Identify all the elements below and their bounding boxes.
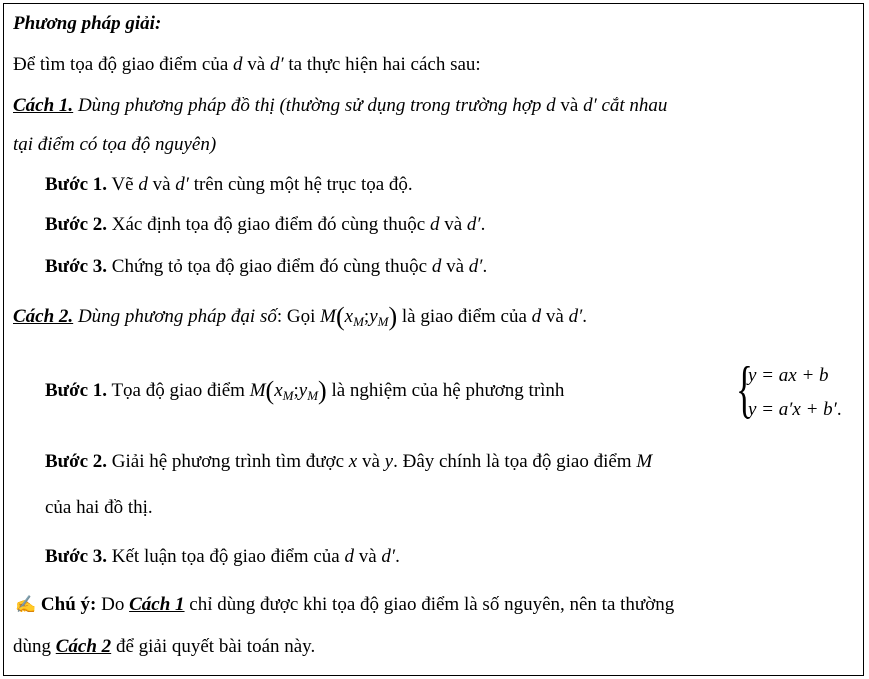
cach1-step3 bbox=[45, 255, 487, 279]
heading: Phương pháp giải: bbox=[13, 13, 162, 34]
note-text-4: để giải quyết bài toán này. bbox=[111, 636, 316, 657]
math-d: d bbox=[233, 54, 243, 75]
intro-text-2: ta thực hiện hai cách sau: bbox=[283, 54, 481, 75]
cach2-step2-line2: của hai đồ thị. bbox=[45, 497, 153, 518]
math-lparen: ( bbox=[335, 302, 345, 331]
left-brace: { bbox=[736, 353, 753, 424]
intro-text-1: Để tìm tọa độ giao điểm của bbox=[13, 54, 234, 75]
equation-2-row bbox=[748, 398, 842, 422]
math-x: x bbox=[348, 451, 358, 472]
note-line bbox=[15, 593, 674, 617]
cach2-line bbox=[13, 302, 588, 331]
equation-system bbox=[736, 353, 866, 430]
cach2-desc: Dùng phương pháp đại số bbox=[73, 306, 277, 327]
math-y: y bbox=[369, 306, 378, 327]
math-rparen: ) bbox=[318, 376, 327, 405]
cach2-end: . bbox=[582, 306, 588, 327]
note-text-3: dùng bbox=[13, 636, 56, 657]
cach1-step2 bbox=[45, 213, 485, 237]
cach1-line-2: tại điểm có tọa độ nguyên) bbox=[13, 134, 217, 155]
step-text-2: là nghiệm của hệ phương trình bbox=[326, 380, 565, 401]
note-cach2: Cách 2 bbox=[55, 636, 112, 657]
step-text-2: . Đây chính là tọa độ giao điểm bbox=[393, 451, 637, 472]
math-semicolon: ; bbox=[363, 306, 370, 327]
math-y: y bbox=[384, 451, 394, 472]
math-d: d bbox=[546, 95, 556, 116]
math-sub-M: M bbox=[307, 388, 319, 403]
cach1-and: và bbox=[555, 95, 584, 116]
equation-2: y = a′x + b′ bbox=[748, 399, 837, 420]
math-d: d bbox=[531, 306, 542, 327]
step-text-2: trên cùng một hệ trục tọa độ. bbox=[188, 174, 413, 195]
math-x: x bbox=[274, 380, 283, 401]
math-M: M bbox=[320, 306, 336, 327]
note-line-2 bbox=[13, 635, 315, 659]
math-d-prime: d′ bbox=[583, 95, 597, 116]
cach2-and: và bbox=[541, 306, 569, 327]
cach1-step1 bbox=[45, 173, 413, 197]
step-text: Vẽ bbox=[107, 174, 139, 195]
math-d: d bbox=[344, 546, 354, 567]
step-label: Bước 1. bbox=[45, 380, 108, 401]
math-M: M bbox=[249, 380, 266, 401]
step-text: Xác định tọa độ giao điểm đó cùng thuộc bbox=[107, 214, 430, 235]
step-end: . bbox=[480, 214, 486, 235]
cach2-step3 bbox=[45, 545, 400, 569]
cach2-step2 bbox=[45, 450, 652, 474]
step-text: Giải hệ phương trình tìm được bbox=[107, 451, 349, 472]
cach1-label: Cách 1. bbox=[13, 95, 74, 116]
math-y: y bbox=[298, 380, 308, 401]
cach1-line bbox=[13, 94, 667, 118]
step-and: và bbox=[439, 214, 467, 235]
cach2-text-2: là giao điểm của bbox=[397, 306, 532, 327]
step-end: . bbox=[482, 256, 488, 277]
step-text: Tọa độ giao điểm bbox=[107, 380, 250, 401]
cach2-step1 bbox=[45, 376, 565, 405]
pen-icon: ✍ bbox=[15, 595, 37, 614]
math-d-prime: d′ bbox=[175, 174, 189, 195]
math-d-prime: d′ bbox=[269, 54, 284, 75]
note-text-2: chỉ dùng được khi tọa độ giao điểm là số nguyên, nên ta thường bbox=[184, 594, 675, 615]
step-label: Bước 2. bbox=[45, 451, 108, 472]
math-d-prime: d′ bbox=[466, 214, 481, 235]
step-and: và bbox=[357, 451, 385, 472]
step-label: Bước 3. bbox=[45, 546, 108, 567]
step-label: Bước 3. bbox=[45, 256, 108, 277]
equation-1: y = ax + b bbox=[748, 365, 829, 386]
cach2-label: Cách 2. bbox=[13, 306, 74, 327]
math-d-prime: d′ bbox=[568, 306, 583, 327]
math-sub-M: M bbox=[282, 388, 294, 403]
intro-line bbox=[13, 53, 481, 77]
step-and: và bbox=[441, 256, 469, 277]
math-sub-M: M bbox=[377, 314, 389, 329]
math-lparen: ( bbox=[265, 376, 275, 405]
math-semicolon: ; bbox=[293, 380, 299, 401]
math-d: d bbox=[431, 256, 442, 277]
math-M: M bbox=[636, 451, 653, 472]
math-sub-M: M bbox=[353, 314, 364, 329]
step-text: Kết luận tọa độ giao điểm của bbox=[107, 546, 345, 567]
note-label: Chú ý: bbox=[40, 594, 97, 615]
math-d-prime: d′ bbox=[468, 256, 483, 277]
step-label: Bước 1. bbox=[45, 174, 108, 195]
math-rparen: ) bbox=[388, 302, 398, 331]
intro-and: và bbox=[242, 54, 270, 75]
math-x: x bbox=[344, 306, 354, 327]
math-d-prime: d′ bbox=[381, 546, 396, 567]
note-text-1: Do bbox=[96, 594, 130, 615]
step-text: Chứng tỏ tọa độ giao điểm đó cùng thuộc bbox=[107, 256, 432, 277]
step-and: và bbox=[353, 546, 382, 567]
math-d: d bbox=[429, 214, 440, 235]
cach1-desc-2: cắt nhau bbox=[596, 95, 668, 116]
step-and: và bbox=[147, 174, 176, 195]
step-end: . bbox=[395, 546, 400, 567]
equation-dot: . bbox=[836, 399, 842, 420]
cach2-colon: : Gọi bbox=[276, 306, 321, 327]
cach1-desc-1: Dùng phương pháp đồ thị (thường sử dụng trong trường hợp bbox=[73, 95, 547, 116]
math-d: d bbox=[138, 174, 148, 195]
step-label: Bước 2. bbox=[45, 214, 108, 235]
note-cach1: Cách 1 bbox=[129, 594, 185, 615]
